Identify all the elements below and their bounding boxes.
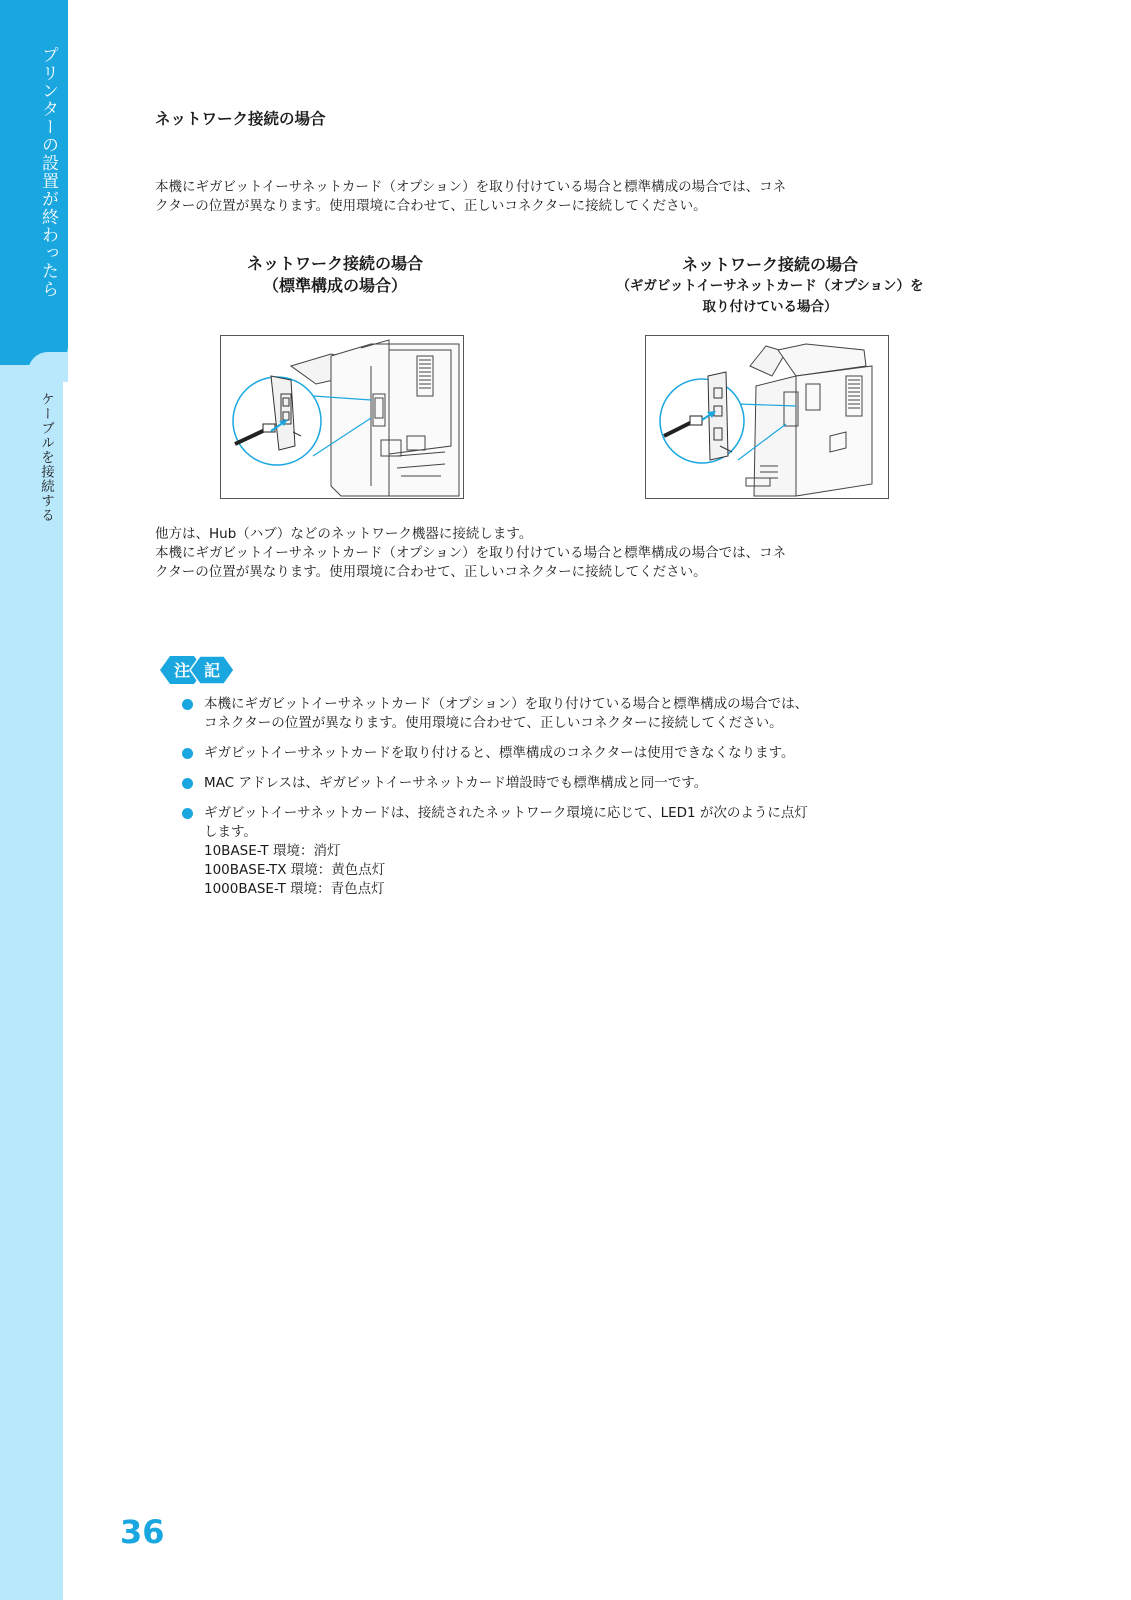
- intro-line: 本機にギガビットイーサネットカード（オプション）を取り付けている場合と標準構成の場合では、コネ: [155, 179, 787, 195]
- note-text: 本機にギガビットイーサネットカード（オプション）を取り付けている場合と標準構成の場合では、: [204, 696, 809, 712]
- note-text: ギガビットイーサネットカードは、接続されたネットワーク環境に応じて、LED1 が次のように点灯: [204, 805, 808, 821]
- section-title: ケーブルを接続する: [38, 392, 54, 523]
- intro-paragraph: [155, 178, 975, 216]
- note-list: [180, 695, 980, 910]
- led-status-100base: 100BASE-TX 環境：黄色点灯: [204, 862, 386, 878]
- right-figure-caption: [585, 254, 955, 318]
- bullet-icon: [182, 778, 193, 789]
- note-item: [180, 695, 980, 733]
- connection-line: クターの位置が異なります。使用環境に合わせて、正しいコネクターに接続してください。: [155, 564, 707, 580]
- note-badge-char: 記: [203, 661, 221, 680]
- note-badge-icon: [158, 650, 238, 694]
- intro-line: クターの位置が異なります。使用環境に合わせて、正しいコネクターに接続してください。: [155, 198, 707, 214]
- section-tab: [0, 365, 63, 1600]
- right-figure-subtitle: 取り付けている場合）: [702, 299, 838, 315]
- connection-line: 本機にギガビットイーサネットカード（オプション）を取り付けている場合と標準構成の場合では、コネ: [155, 545, 787, 561]
- note-badge-char: 注: [173, 661, 191, 680]
- bullet-icon: [182, 748, 193, 759]
- note-text: します。: [204, 824, 257, 840]
- led-status-1000base: 1000BASE-T 環境：青色点灯: [204, 881, 385, 897]
- page-number: 36: [120, 1513, 165, 1551]
- tab-notch: [28, 352, 68, 382]
- page-heading: ネットワーク接続の場合: [155, 110, 326, 128]
- connection-line: 他方は、Hub（ハブ）などのネットワーク機器に接続します。: [155, 526, 533, 542]
- left-figure-title: ネットワーク接続の場合: [246, 254, 423, 273]
- right-figure-title: ネットワーク接続の場合: [681, 255, 858, 274]
- left-figure-caption: [215, 253, 455, 297]
- note-item: [180, 804, 980, 899]
- bullet-icon: [182, 699, 193, 710]
- left-figure-subtitle: （標準構成の場合）: [262, 276, 407, 295]
- chapter-title: プリンターの設置が終わったら: [38, 46, 58, 298]
- note-item: [180, 744, 980, 763]
- note-item: [180, 774, 980, 793]
- led-status-10base: 10BASE-T 環境：消灯: [204, 843, 341, 859]
- standard-connection-illustration: [220, 335, 464, 499]
- note-text: コネクターの位置が異なります。使用環境に合わせて、正しいコネクターに接続してください。: [204, 715, 783, 731]
- gigabit-connection-illustration: [645, 335, 889, 499]
- bullet-icon: [182, 808, 193, 819]
- connection-paragraph: [155, 525, 975, 582]
- note-text: ギガビットイーサネットカードを取り付けると、標準構成のコネクターは使用できなくなります。: [204, 745, 795, 761]
- right-figure-subtitle: （ギガビットイーサネットカード（オプション）を: [616, 278, 924, 294]
- note-text: MAC アドレスは、ギガビットイーサネットカード増設時でも標準構成と同一です。: [204, 775, 708, 791]
